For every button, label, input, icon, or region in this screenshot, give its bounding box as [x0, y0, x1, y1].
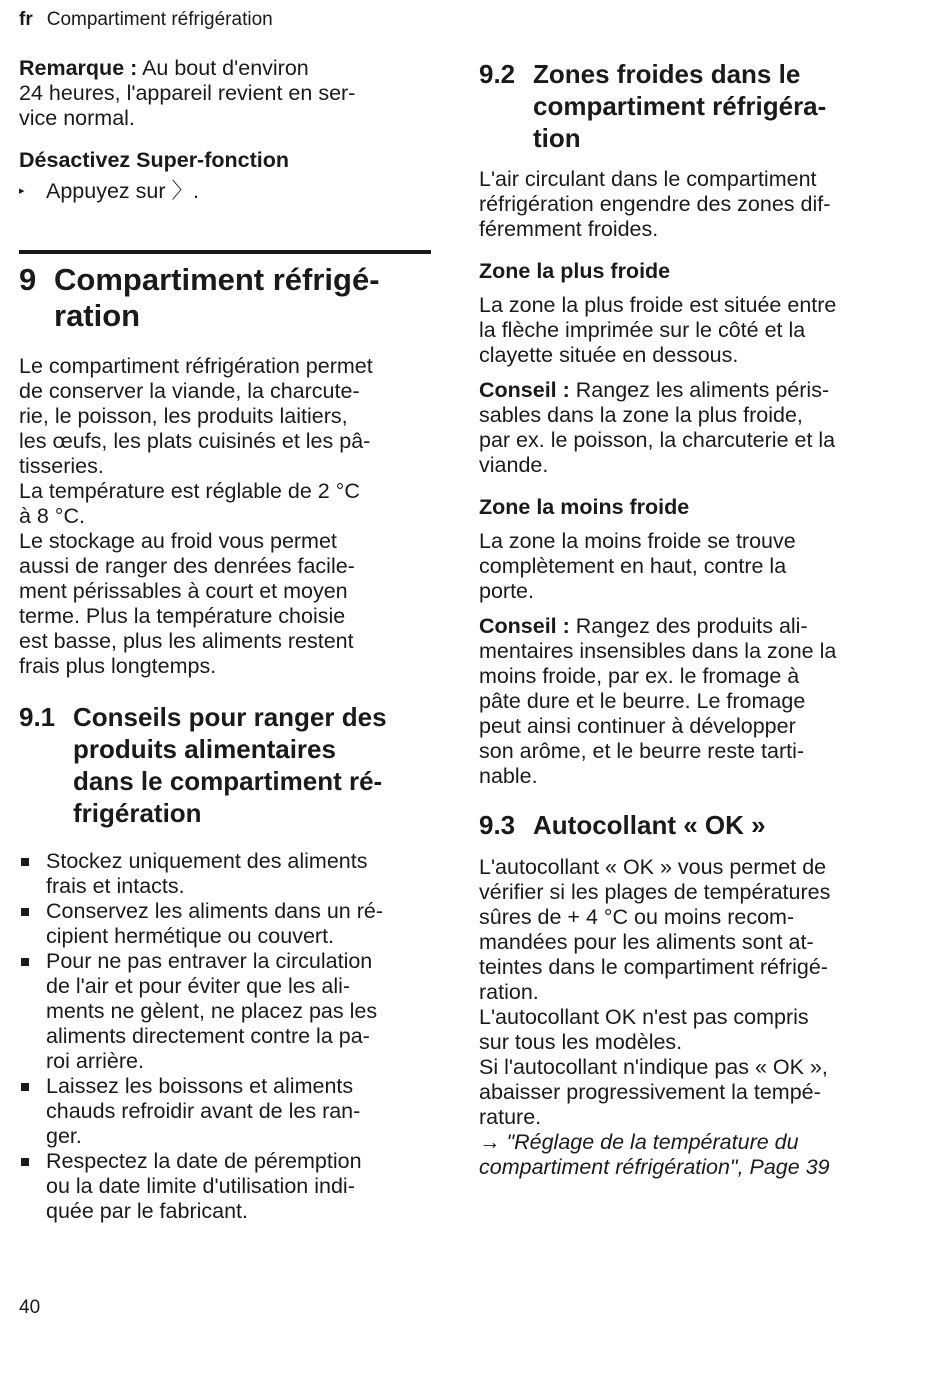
remark-label: Remarque :: [19, 56, 138, 80]
coldest-zone-text: La zone la plus froide est située entre la flèche imprimée sur le côté et la clayette située en dessous.: [479, 293, 837, 367]
list-item: Conservez les aliments dans un ré- cipient hermétique ou couvert.: [19, 899, 431, 949]
square-bullet-icon: [19, 899, 46, 949]
section-9-2-title: 9.2 Zones froides dans le compartiment réfrigéra- tion: [479, 59, 827, 153]
chapter-rule: [19, 250, 431, 254]
least-cold-zone-text: La zone la moins froide se trouve complètement en haut, contre la porte.: [479, 529, 796, 603]
list-item: Stockez uniquement des aliments frais et intacts.: [19, 849, 431, 899]
key-symbol: 〉.: [171, 179, 199, 203]
section-9-1-title: 9.1 Conseils pour ranger des produits alimentaires dans le compartiment ré- frigération: [19, 702, 387, 828]
list-item: Laissez les boissons et aliments chauds refroidir avant de les ran- ger.: [19, 1074, 431, 1149]
square-bullet-icon: [19, 849, 46, 899]
section-9-3-text: L'autocollant « OK » vous permet de vérifier si les plages de températures sûres de + 4 °C ou moins recom- mandées pour les aliments sont at- teintes dans le compartiment réfrigé- ration. L'autocollant OK n'est pas compris sur tous les modèles. Si l'autocollant n'indique pas « OK », abaisser progressivement la tempé- rature. → "Réglage de la température du compartiment réfrigération", Page 39: [479, 855, 831, 1179]
language-code: fr: [19, 9, 33, 30]
least-cold-zone-title: Zone la moins froide: [479, 495, 690, 519]
section-9-3-title: 9.3 Autocollant « OK »: [479, 810, 766, 840]
chapter-title: 9 Compartiment réfrigé- ration: [19, 262, 380, 333]
section-9-2-intro: L'air circulant dans le compartiment réfrigération engendre des zones dif- féremment froides.: [479, 167, 831, 241]
remark: Remarque : Au bout d'environ 24 heures, l'appareil revient en ser- vice normal.: [19, 56, 356, 130]
deactivate-title: Désactivez Super-fonction: [19, 148, 289, 172]
square-bullet-icon: [19, 1149, 46, 1224]
list-item: Respectez la date de péremption ou la date limite d'utilisation indi- quée par le fabricant.: [19, 1149, 431, 1224]
right-column: [479, 58, 894, 1180]
coldest-zone-title: Zone la plus froide: [479, 259, 671, 283]
left-column: [19, 56, 431, 1224]
step-item: ▸ Appuyez sur 〉.: [19, 179, 199, 203]
square-bullet-icon: [19, 1074, 46, 1149]
coldest-zone-tip: Conseil : Rangez les aliments péris- sables dans la zone la plus froide, par ex. le poisson, la charcuterie et la viande.: [479, 378, 836, 477]
square-bullet-icon: [19, 949, 46, 1074]
header-section: Compartiment réfrigération: [46, 9, 273, 30]
running-header: [19, 9, 273, 31]
cross-reference-link[interactable]: → "Réglage de la température du compartiment réfrigération", Page 39: [479, 1130, 830, 1179]
step-marker-icon: ▸: [19, 185, 25, 197]
least-cold-zone-tip: Conseil : Rangez des produits ali- mentaires insensibles dans la zone la moins froide, par ex. le fromage à pâte dure et le beurre. Le fromage peut ainsi continuer à développer son arôme, et le beurre reste tarti- nable.: [479, 614, 837, 788]
chapter-intro: Le compartiment réfrigération permet de conserver la viande, la charcute- rie, le poisson, les produits laitiers, les œufs, les plats cuisinés et les pâ- tisseries. La température est réglable de 2 °C à 8 °C. Le stockage au froid vous permet aussi de ranger des denrées facile- ment périssables à court et moyen terme. Plus la température choisie est basse, plus les aliments restent frais plus longtemps.: [19, 354, 373, 678]
arrow-right-icon: →: [479, 1130, 501, 1154]
list-item: Pour ne pas entraver la circulation de l'air et pour éviter que les ali- ments ne gèlent, ne placez pas les aliments directement contre la pa- roi arrière.: [19, 949, 431, 1074]
page-number: 40: [19, 1297, 41, 1318]
tips-list: [19, 849, 431, 1224]
